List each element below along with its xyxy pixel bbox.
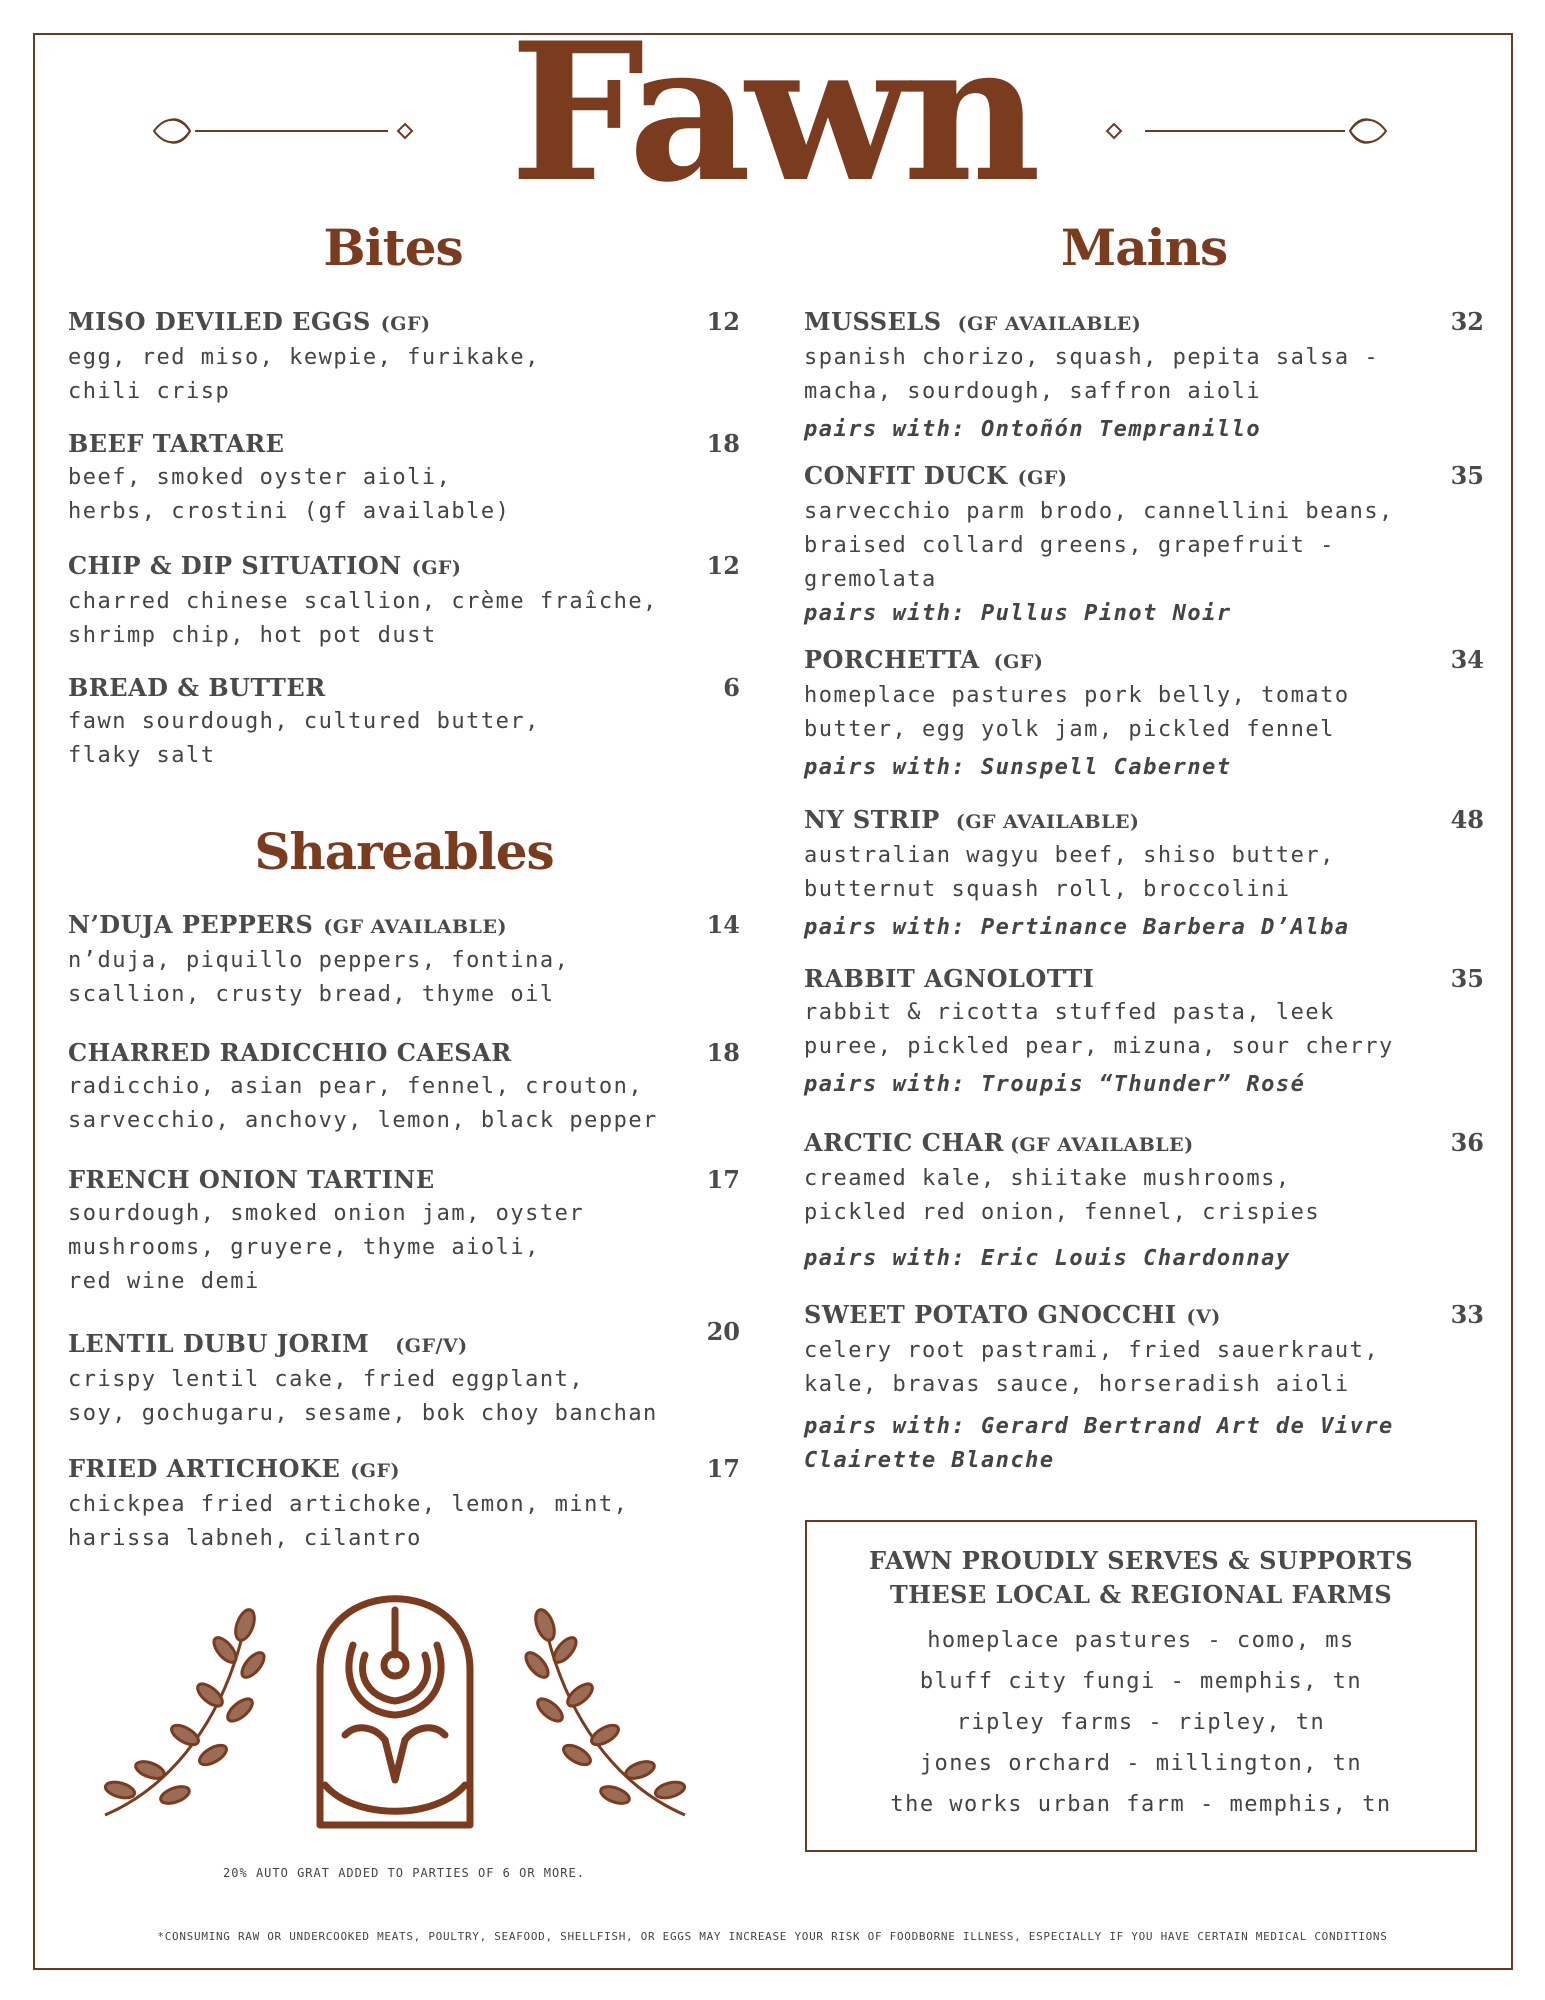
item-desc: spanish chorizo, squash, pepita salsa - — [804, 345, 1380, 370]
item-desc: macha, sourdough, saffron aioli — [804, 379, 1262, 404]
item-desc: braised collard greens, grapefruit - — [804, 533, 1335, 558]
item-name: ARCTIC CHAR — [804, 1128, 1005, 1157]
item-price: 35 — [1450, 964, 1484, 993]
menu-item — [68, 908, 740, 1012]
item-desc: red wine demi — [68, 1269, 260, 1294]
item-name: CONFIT DUCK — [804, 461, 1008, 490]
item-desc: pickled red onion, fennel, crispies — [804, 1200, 1321, 1225]
menu-item — [804, 803, 1484, 945]
item-desc: herbs, crostini (gf available) — [68, 499, 511, 524]
item-tag: (GF AVAILABLE) — [1010, 1134, 1194, 1156]
item-name: RABBIT AGNOLOTTI — [804, 964, 1095, 993]
item-desc: fawn sourdough, cultured butter, — [68, 709, 540, 734]
item-name: MUSSELS — [804, 307, 942, 336]
item-price: 17 — [706, 1454, 740, 1483]
menu-item — [68, 1317, 740, 1431]
menu-item — [68, 549, 740, 653]
farm-item: ripley farms - ripley, tn — [956, 1710, 1326, 1735]
item-tag: (GF) — [350, 1460, 400, 1482]
item-name: FRENCH ONION TARTINE — [68, 1165, 435, 1194]
item-price: 18 — [706, 429, 740, 458]
item-price: 12 — [706, 551, 740, 580]
item-price: 17 — [706, 1165, 740, 1194]
item-name: SWEET POTATO GNOCCHI — [804, 1300, 1177, 1329]
item-desc: beef, smoked oyster aioli, — [68, 465, 452, 490]
menu-item — [68, 1163, 740, 1299]
item-desc: mushrooms, gruyere, thyme aioli, — [68, 1235, 540, 1260]
item-desc: butter, egg yolk jam, pickled fennel — [804, 717, 1335, 742]
item-name: BREAD & BUTTER — [68, 673, 326, 702]
item-price: 35 — [1450, 461, 1484, 490]
shareables-title: Shareables — [254, 822, 554, 881]
item-tag: (GF AVAILABLE) — [323, 916, 507, 938]
item-desc: scallion, crusty bread, thyme oil — [68, 982, 555, 1007]
item-name: CHARRED RADICCHIO CAESAR — [68, 1038, 512, 1067]
item-desc: n’duja, piquillo peppers, fontina, — [68, 948, 570, 973]
farms-heading: FAWN PROUDLY SERVES & SUPPORTS THESE LOCAL & REGIONAL FARMS — [868, 1546, 1414, 1609]
item-name: BEEF TARTARE — [68, 429, 285, 458]
menu-item — [68, 427, 740, 529]
item-price: 20 — [706, 1317, 740, 1346]
wine-pairing: pairs with: Gerard Bertrand Art de Vivre — [804, 1414, 1394, 1439]
item-desc: chickpea fried artichoke, lemon, mint, — [68, 1492, 629, 1517]
farm-item: homeplace pastures - como, ms — [927, 1628, 1355, 1653]
item-price: 33 — [1450, 1300, 1484, 1329]
item-name: CHIP & DIP SITUATION — [68, 551, 402, 580]
item-desc: gremolata — [804, 567, 937, 592]
menu-item — [68, 1452, 740, 1556]
farm-item: jones orchard - millington, tn — [919, 1751, 1363, 1776]
item-desc: egg, red miso, kewpie, furikake, — [68, 345, 540, 370]
local-farms-box — [805, 1520, 1477, 1852]
item-desc: sarvecchio parm brodo, cannellini beans, — [804, 499, 1394, 524]
item-desc: flaky salt — [68, 743, 216, 768]
item-name: LENTIL DUBU JORIM — [68, 1329, 370, 1358]
wine-pairing: pairs with: Pertinance Barbera D’Alba — [804, 915, 1350, 940]
right-flourish-icon — [1100, 108, 1390, 154]
item-desc: charred chinese scallion, crème fraîche, — [68, 589, 658, 614]
item-tag: (GF) — [380, 313, 431, 335]
item-price: 6 — [723, 673, 740, 702]
item-tag: (GF AVAILABLE) — [955, 811, 1140, 833]
item-tag: (GF AVAILABLE) — [957, 313, 1142, 335]
item-tag: (GF) — [1017, 467, 1068, 489]
item-price: 48 — [1450, 805, 1484, 834]
food-safety-disclaimer: *CONSUMING RAW OR UNDERCOOKED MEATS, POULTRY, SEAFOOD, SHELLFISH, OR EGGS MAY INCREASE YOUR RISK OF FOODBORNE ILLNESS, ESPECIALLY IF YOU HAVE CERTAIN MEDICAL CONDITIONS — [157, 1930, 1388, 1943]
item-desc: soy, gochugaru, sesame, bok choy banchan — [68, 1401, 658, 1426]
item-desc: shrimp chip, hot pot dust — [68, 623, 437, 648]
menu-item — [68, 305, 740, 409]
item-desc: rabbit & ricotta stuffed pasta, leek — [804, 1000, 1335, 1025]
farm-item: bluff city fungi - memphis, tn — [919, 1669, 1363, 1694]
item-tag: (GF/V) — [395, 1335, 468, 1357]
mains-title: Mains — [1060, 218, 1228, 277]
menu-item — [804, 1298, 1484, 1478]
item-desc: crispy lentil cake, fried eggplant, — [68, 1367, 585, 1392]
item-desc: kale, bravas sauce, horseradish aioli — [804, 1372, 1350, 1397]
item-price: 36 — [1450, 1128, 1484, 1157]
item-desc: sarvecchio, anchovy, lemon, black pepper — [68, 1108, 658, 1133]
farms-list — [807, 1620, 1475, 1825]
item-desc: homeplace pastures pork belly, tomato — [804, 683, 1350, 708]
wine-pairing: pairs with: Ontoñón Tempranillo — [804, 417, 1262, 442]
item-name: FRIED ARTICHOKE — [68, 1454, 341, 1483]
farm-item: the works urban farm - memphis, tn — [890, 1792, 1392, 1817]
item-name: PORCHETTA — [804, 645, 980, 674]
item-desc: australian wagyu beef, shiso butter, — [804, 843, 1335, 868]
item-name: MISO DEVILED EGGS — [68, 307, 371, 336]
item-desc: radicchio, asian pear, fennel, crouton, — [68, 1074, 644, 1099]
wine-pairing: pairs with: Troupis “Thunder” Rosé — [804, 1072, 1306, 1097]
menu-item — [804, 1126, 1484, 1276]
item-desc: chili crisp — [68, 379, 231, 404]
item-price: 34 — [1450, 645, 1484, 674]
item-price: 12 — [706, 307, 740, 336]
menu-item — [804, 459, 1484, 631]
item-tag: (V) — [1186, 1306, 1221, 1328]
item-name: NY STRIP — [804, 805, 940, 834]
item-desc: puree, pickled pear, mizuna, sour cherry — [804, 1034, 1394, 1059]
item-desc: harissa labneh, cilantro — [68, 1526, 422, 1551]
item-desc: butternut squash roll, broccolini — [804, 877, 1291, 902]
gratuity-note: 20% AUTO GRAT ADDED TO PARTIES OF 6 OR MORE. — [223, 1866, 585, 1880]
item-tag: (GF) — [993, 651, 1044, 673]
item-desc: celery root pastrami, fried sauerkraut, — [804, 1338, 1380, 1363]
menu-item — [68, 1036, 740, 1138]
item-price: 18 — [706, 1038, 740, 1067]
item-desc: creamed kale, shiitake mushrooms, — [804, 1166, 1291, 1191]
wine-pairing: pairs with: Pullus Pinot Noir — [804, 601, 1232, 626]
item-desc: sourdough, smoked onion jam, oyster — [68, 1201, 585, 1226]
menu-item — [804, 643, 1484, 785]
wine-pairing: pairs with: Eric Louis Chardonnay — [804, 1246, 1291, 1271]
wine-pairing: pairs with: Sunspell Cabernet — [804, 755, 1232, 780]
bites-title: Bites — [323, 218, 463, 277]
item-name: N’DUJA PEPPERS — [68, 910, 314, 939]
fawn-emblem-icon — [95, 1585, 695, 1835]
item-price: 32 — [1450, 307, 1484, 336]
wine-pairing: Clairette Blanche — [804, 1448, 1055, 1473]
menu-item — [68, 671, 740, 773]
item-price: 14 — [706, 910, 740, 939]
menu-item — [804, 962, 1484, 1102]
menu-item — [804, 305, 1484, 447]
item-tag: (GF) — [411, 557, 462, 579]
fawn-logo: Fawn — [509, 1, 1036, 224]
